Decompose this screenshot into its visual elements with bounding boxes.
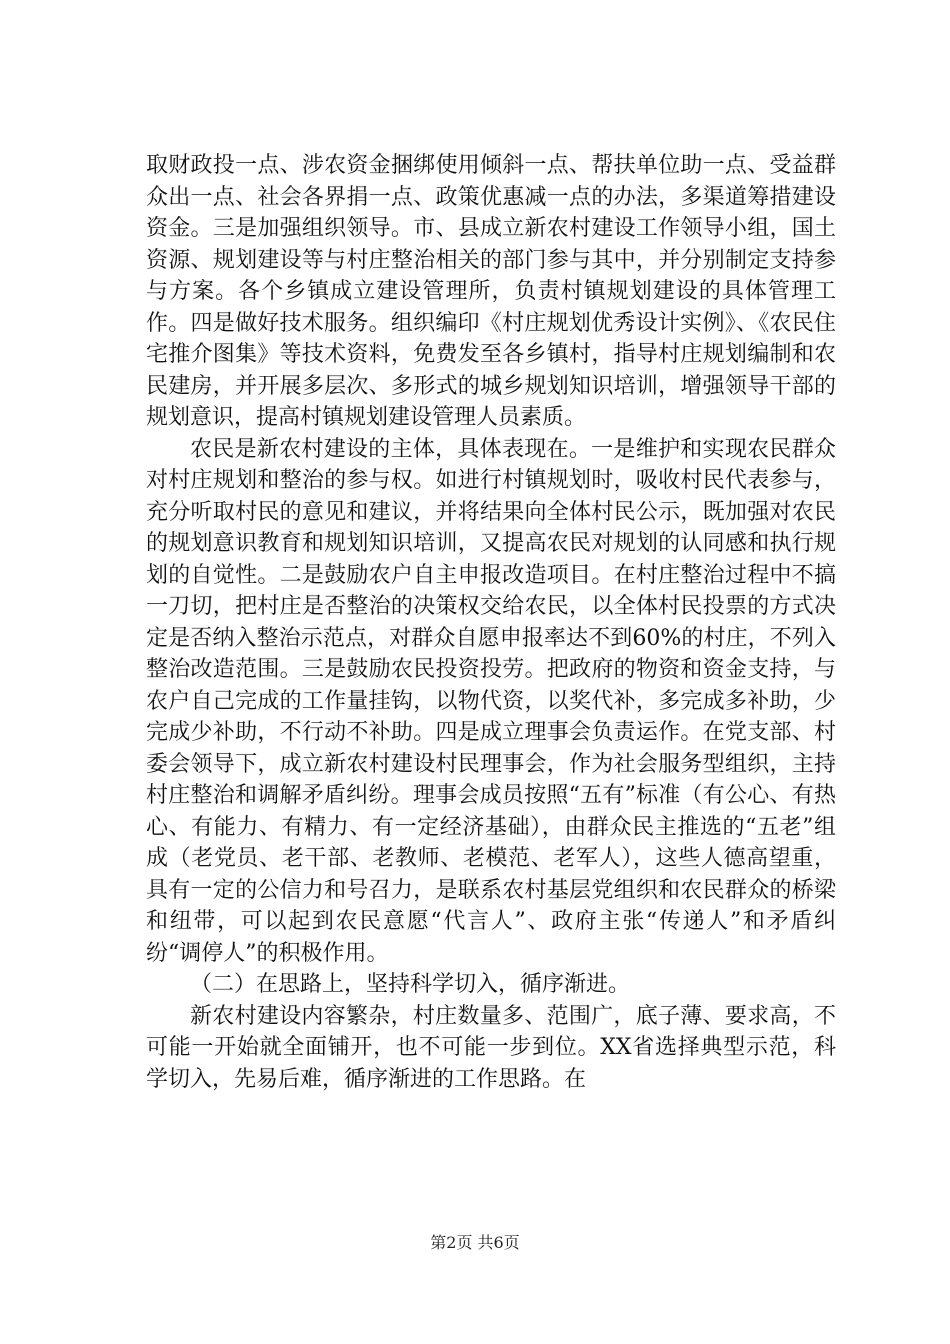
paragraph-approach: 新农村建设内容繁杂，村庄数量多、范围广，底子薄、要求高，不可能一开始就全面铺开，也不可能一步到位。XX省选择典型示范，科学切入，先易后难，循序渐进的工作思路。在 xyxy=(146,1003,836,1092)
page-number-footer: 第2页 共6页 xyxy=(430,1233,520,1252)
section-heading-approach: （二）在思路上，坚持科学切入，循序渐进。 xyxy=(190,972,631,997)
paragraph-farmers-role: 农民是新农村建设的主体，具体表现在。一是维护和实现农民群众对村庄规划和整治的参与权。如进行村镇规划时，吸收村民代表参与，充分听取村民的意见和建议，并将结果向全体村民公示，既加强对农民的规划意识教育和规划知识培训，又提高农民对规划的认同感和执行规划的自觉性。二是鼓励农户自主申报改造项目。在村庄整治过程中不搞一刀切，把村庄是否整治的决策权交给农民，以全体村民投票的方式决定是否纳入整治示范点，对群众自愿申报率达不到60%的村庄，不列入整治改造范围。三是鼓励农民投资投劳。把政府的物资和资金支持，与农户自己完成的工作量挂钩，以物代资，以奖代补，多完成多补助，少完成少补助，不行动不补助。四是成立理事会负责运作。在党支部、村委会领导下，成立新农村建设村民理事会，作为社会服务型组织，主持村庄整治和调解矛盾纠纷。理事会成员按照“五有”标准（有公心、有热心、有能力、有精力、有一定经济基础），由群众民主推选的“五老”组成（老党员、老干部、老教师、老模范、老军人），这些人德高望重，具有一定的公信力和号召力，是联系农村基层党组织和农民群众的桥梁和纽带，可以起到农民意愿“代言人”、政府主张“传递人”和矛盾纠纷“调停人”的积极作用。 xyxy=(146,436,836,966)
paragraph-continued: 取财政投一点、涉农资金捆绑使用倾斜一点、帮扶单位助一点、受益群众出一点、社会各界捐一点、政策优惠减一点的办法，多渠道筹措建设资金。三是加强组织领导。市、县成立新农村建设工作领导小组，国土资源、规划建设等与村庄整治相关的部门参与其中，并分别制定支持参与方案。各个乡镇成立建设管理所，负责村镇规划建设的具体管理工作。四是做好技术服务。组织编印《村庄规划优秀设计实例》、《农民住宅推介图集》等技术资料，免费发至各乡镇村，指导村庄规划编制和农民建房，并开展多层次、多形式的城乡规划知识培训，增强领导干部的规划意识，提高村镇规划建设管理人员素质。 xyxy=(146,153,836,430)
document-body xyxy=(146,150,836,1095)
